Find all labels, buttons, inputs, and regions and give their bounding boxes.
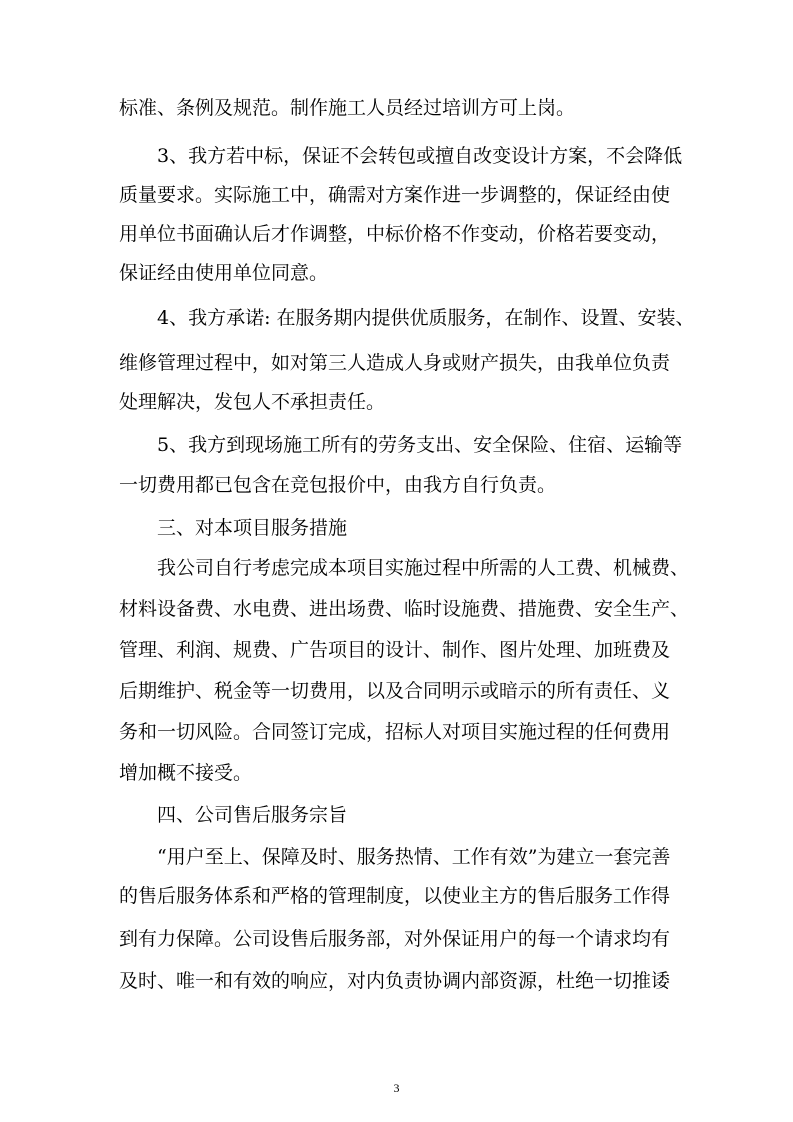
text-line-5: 保证经由使用单位同意。 bbox=[119, 262, 329, 284]
text-line-9: 5、我方到现场施工所有的劳务支出、安全保险、住宿、运输等 bbox=[157, 434, 683, 456]
text-line-20: 的售后服务体系和严格的管理制度，以使业主方的售后服务工作得 bbox=[119, 885, 671, 907]
text-line-7: 维修管理过程中，如对第三人造成人身或财产损失，由我单位负责 bbox=[119, 352, 671, 374]
text-line-15: 后期维护、税金等一切费用，以及合同明示或暗示的所有责任、义 bbox=[119, 680, 671, 702]
text-line-3: 质量要求。实际施工中，确需对方案作进一步调整的，保证经由使 bbox=[119, 184, 671, 206]
text-line-10: 一切费用都已包含在竞包报价中，由我方自行负责。 bbox=[119, 474, 557, 496]
text-line-22: 及时、唯一和有效的响应，对内负责协调内部资源，杜绝一切推诿 bbox=[119, 970, 671, 992]
text-line-21: 到有力保障。公司设售后服务部，对外保证用户的每一个请求均有 bbox=[119, 928, 671, 950]
text-line-1: 标准、条例及规范。制作施工人员经过培训方可上岗。 bbox=[119, 97, 576, 119]
text-line-6: 4、我方承诺: 在服务期内提供优质服务，在制作、设置、安装、 bbox=[157, 307, 695, 329]
text-line-17: 增加概不接受。 bbox=[119, 762, 253, 784]
text-line-16: 务和一切风险。合同签订完成，招标人对项目实施过程的任何费用 bbox=[119, 721, 671, 743]
text-line-8: 处理解决，发包人不承担责任。 bbox=[119, 391, 386, 413]
section-heading-3: 三、对本项目服务措施 bbox=[157, 517, 348, 539]
text-line-4: 用单位书面确认后才作调整，中标价格不作变动，价格若要变动， bbox=[119, 223, 671, 245]
section-heading-4: 四、公司售后服务宗旨 bbox=[157, 804, 348, 826]
text-line-13: 材料设备费、水电费、进出场费、临时设施费、措施费、安全生产、 bbox=[119, 598, 690, 620]
text-line-14: 管理、利润、规费、广告项目的设计、制作、图片处理、加班费及 bbox=[119, 639, 671, 661]
text-line-19: “用户至上、保障及时、服务热情、工作有效”为建立一套完善 bbox=[157, 846, 671, 868]
text-line-2: 3、我方若中标，保证不会转包或擅自改变设计方案，不会降低 bbox=[157, 145, 683, 167]
page-number: 3 bbox=[393, 1081, 400, 1095]
text-line-12: 我公司自行考虑完成本项目实施过程中所需的人工费、机械费、 bbox=[157, 557, 690, 579]
